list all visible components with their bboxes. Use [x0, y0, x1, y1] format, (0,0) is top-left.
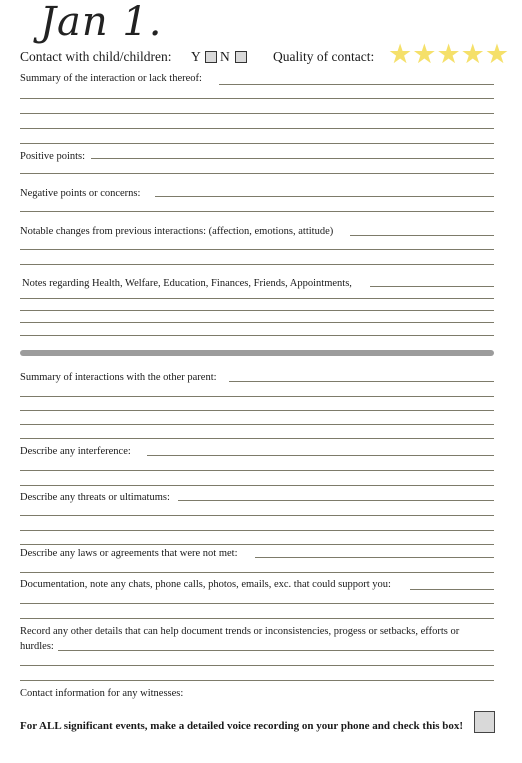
negative-line[interactable] — [155, 196, 494, 197]
quality-label: Quality of contact: — [273, 49, 375, 64]
no-checkbox[interactable] — [235, 51, 247, 63]
laws-line[interactable] — [255, 557, 494, 558]
summary-line[interactable] — [20, 98, 494, 99]
witnesses-label: Contact information for any witnesses: — [20, 688, 184, 699]
star-icon[interactable]: ★ — [436, 39, 461, 69]
record-label: Record any other details that can help document trends or inconsistencies, progess or setbacks, efforts or — [20, 626, 460, 637]
positive-line[interactable] — [20, 173, 494, 174]
footer-note: For ALL significant events, make a detailed voice recording on your phone and check this box! — [20, 720, 464, 732]
notes-line[interactable] — [20, 335, 494, 336]
notes-line[interactable] — [370, 286, 494, 287]
voice-recording-checkbox[interactable] — [474, 711, 495, 733]
interference-label: Describe any interference: — [20, 446, 131, 457]
star-icon[interactable]: ★ — [460, 39, 485, 69]
summary-line[interactable] — [20, 113, 494, 114]
negative-line[interactable] — [20, 211, 494, 212]
changes-label: Notable changes from previous interactions: (affection, emotions, attitude) — [20, 226, 334, 237]
changes-line[interactable] — [350, 235, 494, 236]
record-line[interactable] — [20, 665, 494, 666]
documentation-line[interactable] — [20, 603, 494, 604]
summary-line[interactable] — [20, 143, 494, 144]
documentation-label: Documentation, note any chats, phone calls, photos, emails, exc. that could support you: — [20, 579, 391, 590]
interference-line[interactable] — [147, 455, 494, 456]
other-parent-line[interactable] — [229, 381, 494, 382]
changes-line[interactable] — [20, 249, 494, 250]
threats-label: Describe any threats or ultimatums: — [20, 492, 170, 503]
summary-line[interactable] — [219, 84, 494, 85]
changes-line[interactable] — [20, 264, 494, 265]
positive-line[interactable] — [91, 158, 494, 159]
threats-line[interactable] — [20, 515, 494, 516]
record-line[interactable] — [20, 680, 494, 681]
quality-rating[interactable] — [388, 41, 509, 68]
notes-label: Notes regarding Health, Welfare, Education, Finances, Friends, Appointments, — [22, 278, 352, 289]
positive-label: Positive points: — [20, 151, 86, 162]
other-parent-line[interactable] — [20, 438, 494, 439]
laws-label: Describe any laws or agreements that were not met: — [20, 548, 238, 559]
other-parent-line[interactable] — [20, 396, 494, 397]
documentation-line[interactable] — [410, 589, 494, 590]
threats-line[interactable] — [20, 544, 494, 545]
notes-line[interactable] — [20, 322, 494, 323]
interference-line[interactable] — [20, 470, 494, 471]
star-icon[interactable]: ★ — [484, 39, 510, 69]
date-heading: Jan 1. — [40, 0, 163, 45]
threats-line[interactable] — [20, 530, 494, 531]
other-parent-line[interactable] — [20, 410, 494, 411]
no-label: N — [220, 49, 230, 64]
summary-label: Summary of the interaction or lack thereof: — [20, 73, 202, 84]
yes-label: Y — [191, 49, 201, 64]
negative-label: Negative points or concerns: — [20, 188, 141, 199]
threats-line[interactable] — [178, 500, 494, 501]
documentation-line[interactable] — [20, 618, 494, 619]
section-divider — [20, 350, 494, 356]
summary-line[interactable] — [20, 128, 494, 129]
yes-checkbox[interactable] — [205, 51, 217, 63]
interference-line[interactable] — [20, 485, 494, 486]
other-parent-line[interactable] — [20, 424, 494, 425]
record-line[interactable] — [58, 650, 494, 651]
record-label-cont: hurdles: — [20, 641, 54, 652]
notes-line[interactable] — [20, 298, 494, 299]
star-icon[interactable]: ★ — [412, 39, 437, 69]
contact-label: Contact with child/children: — [20, 49, 172, 64]
notes-line[interactable] — [20, 310, 494, 311]
laws-line[interactable] — [20, 572, 494, 573]
star-icon[interactable]: ★ — [388, 39, 413, 69]
other-parent-label: Summary of interactions with the other parent: — [20, 372, 217, 383]
